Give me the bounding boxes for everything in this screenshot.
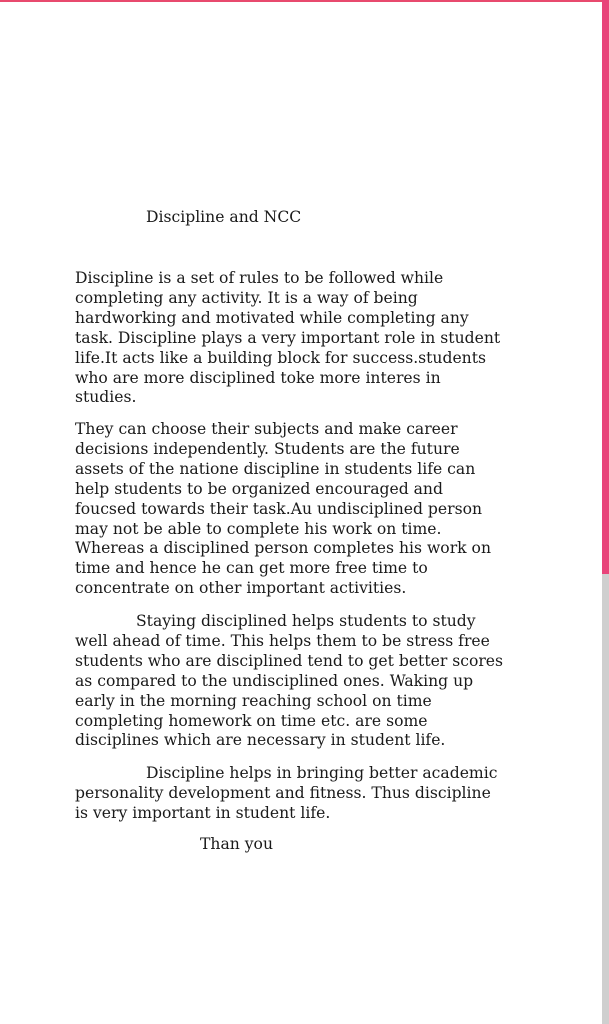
text-line: concentrate on other important activities.: [75, 579, 407, 598]
text-line: is very important in student life.: [75, 803, 331, 822]
text-line: hardworking and motivated while completing any: [75, 308, 469, 327]
text-line: assets of the natione discipline in students life can: [75, 459, 476, 478]
scrollbar-thumb[interactable]: [602, 0, 609, 574]
closing-text: Than you: [200, 835, 273, 853]
paragraph-1: [75, 269, 515, 408]
text-line: who are more disciplined toke more interes in: [75, 368, 441, 387]
text-line: may not be able to complete his work on time.: [75, 519, 442, 538]
text-line: students who are disciplined tend to get better scores: [75, 651, 504, 670]
text-line: personality development and fitness. Thus discipline: [75, 783, 491, 802]
paragraph-4: [75, 764, 515, 824]
text-line: Whereas a disciplined person completes his work on: [75, 539, 491, 558]
document-title: Discipline and NCC: [146, 208, 302, 226]
text-line: completing any activity. It is a way of being: [75, 288, 418, 307]
text-line: Discipline helps in bringing better academic: [146, 764, 498, 782]
text-line: studies.: [75, 388, 137, 407]
paragraph-2: [75, 420, 515, 599]
text-line: task. Discipline plays a very important role in student: [75, 328, 501, 347]
text-line: as compared to the undisciplined ones. Waking up: [75, 671, 474, 690]
paragraph-3: [75, 612, 515, 751]
text-line: disciplines which are necessary in student life.: [75, 731, 446, 750]
text-line: time and hence he can get more free time to: [75, 559, 428, 578]
document-page: [0, 2, 602, 1024]
text-line: Staying disciplined helps students to study: [136, 612, 476, 630]
text-line: decisions independently. Students are the future: [75, 439, 460, 458]
scrollbar[interactable]: [602, 0, 609, 1024]
text-line: Discipline is a set of rules to be followed while: [75, 269, 444, 287]
text-line: help students to be organized encouraged and: [75, 479, 443, 498]
text-line: life.It acts like a building block for success.students: [75, 348, 486, 367]
text-line: well ahead of time. This helps them to be stress free: [75, 631, 490, 650]
text-line: completing homework on time etc. are some: [75, 711, 428, 730]
text-line: They can choose their subjects and make career: [75, 420, 458, 438]
text-line: foucsed towards their task.Au undisciplined person: [75, 499, 483, 518]
text-line: early in the morning reaching school on time: [75, 691, 432, 710]
